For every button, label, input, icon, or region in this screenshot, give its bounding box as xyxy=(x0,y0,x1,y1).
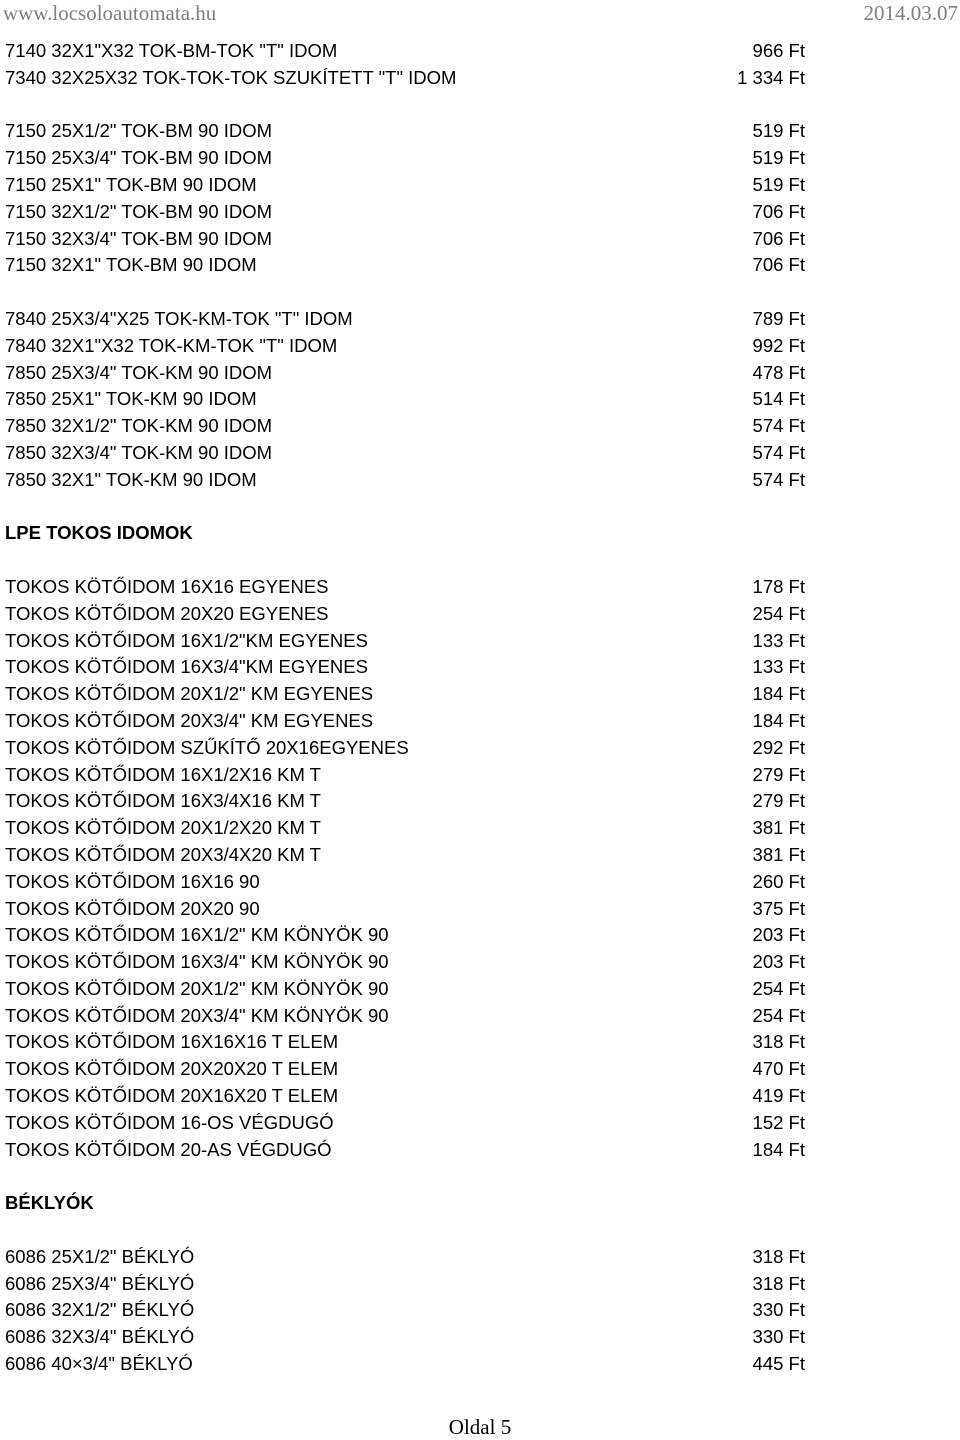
product-price: 203 Ft xyxy=(752,951,805,973)
product-name: 7850 32X3/4" TOK-KM 90 IDOM xyxy=(5,441,273,463)
price-row xyxy=(5,1029,805,1056)
price-row xyxy=(5,628,805,655)
product-price: 152 Ft xyxy=(752,1111,805,1133)
product-price: 330 Ft xyxy=(752,1299,805,1321)
product-name: TOKOS KÖTŐIDOM 16X16 90 xyxy=(5,870,260,892)
product-name: 7340 32X25X32 TOK-TOK-TOK SZUKÍTETT "T" IDOM xyxy=(5,66,457,88)
price-row xyxy=(5,145,805,172)
product-name: 7850 32X1" TOK-KM 90 IDOM xyxy=(5,468,257,490)
section-title: LPE TOKOS IDOMOK xyxy=(5,522,193,544)
price-row xyxy=(5,1324,805,1351)
spacer xyxy=(5,494,805,521)
product-name: TOKOS KÖTŐIDOM 20X3/4X20 KM T xyxy=(5,843,321,865)
price-row xyxy=(5,681,805,708)
page-header xyxy=(0,0,960,28)
product-name: 7150 32X1" TOK-BM 90 IDOM xyxy=(5,254,257,276)
product-price: 419 Ft xyxy=(752,1085,805,1107)
product-price: 254 Ft xyxy=(752,1004,805,1026)
product-price: 184 Ft xyxy=(752,709,805,731)
product-name: TOKOS KÖTŐIDOM 20X3/4" KM EGYENES xyxy=(5,709,374,731)
price-row xyxy=(5,1083,805,1110)
product-name: TOKOS KÖTŐIDOM 20X1/2X20 KM T xyxy=(5,817,321,839)
price-row xyxy=(5,869,805,896)
product-price: 254 Ft xyxy=(752,602,805,624)
product-name: TOKOS KÖTŐIDOM 20X20 90 xyxy=(5,897,260,919)
product-price: 519 Ft xyxy=(752,147,805,169)
price-row xyxy=(5,65,805,92)
product-price: 966 Ft xyxy=(752,40,805,61)
page-footer xyxy=(0,1414,960,1440)
price-row xyxy=(5,788,805,815)
product-name: 7150 25X1" TOK-BM 90 IDOM xyxy=(5,173,257,195)
price-row xyxy=(5,1110,805,1137)
price-row xyxy=(5,1003,805,1030)
price-row xyxy=(5,226,805,253)
product-price: 574 Ft xyxy=(752,441,805,463)
product-name: 6086 32X1/2" BÉKLYÓ xyxy=(5,1299,195,1321)
product-price: 514 Ft xyxy=(752,388,805,410)
price-row xyxy=(5,386,805,413)
product-price: 184 Ft xyxy=(752,683,805,705)
product-price: 318 Ft xyxy=(752,1245,805,1267)
product-price: 381 Ft xyxy=(752,817,805,839)
product-price: 1 334 Ft xyxy=(737,66,805,88)
product-name: TOKOS KÖTŐIDOM 20X20 EGYENES xyxy=(5,602,329,624)
price-row xyxy=(5,922,805,949)
product-price: 992 Ft xyxy=(752,334,805,356)
product-name: 7850 32X1/2" TOK-KM 90 IDOM xyxy=(5,415,273,437)
product-price: 470 Ft xyxy=(752,1058,805,1080)
product-name: TOKOS KÖTŐIDOM 20X3/4" KM KÖNYÖK 90 xyxy=(5,1004,389,1026)
price-row xyxy=(5,1351,805,1378)
product-name: TOKOS KÖTŐIDOM 16-OS VÉGDUGÓ xyxy=(5,1111,334,1133)
product-name: TOKOS KÖTŐIDOM 20X1/2" KM KÖNYÖK 90 xyxy=(5,977,389,999)
price-row xyxy=(5,735,805,762)
product-price: 279 Ft xyxy=(752,790,805,812)
price-row xyxy=(5,762,805,789)
page-number: Oldal 5 xyxy=(448,1415,512,1439)
product-name: TOKOS KÖTŐIDOM 20X1/2" KM EGYENES xyxy=(5,683,374,705)
product-name: TOKOS KÖTŐIDOM 16X1/2X16 KM T xyxy=(5,763,321,785)
price-row xyxy=(5,976,805,1003)
product-name: TOKOS KÖTŐIDOM 16X3/4"KM EGYENES xyxy=(5,656,368,678)
price-row xyxy=(5,949,805,976)
product-price: 706 Ft xyxy=(752,200,805,222)
price-row xyxy=(5,333,805,360)
price-row xyxy=(5,360,805,387)
product-name: TOKOS KÖTŐIDOM 20X16X20 T ELEM xyxy=(5,1085,339,1107)
product-name: TOKOS KÖTŐIDOM 16X3/4" KM KÖNYÖK 90 xyxy=(5,951,389,973)
price-row xyxy=(5,654,805,681)
product-price: 203 Ft xyxy=(752,924,805,946)
product-price: 706 Ft xyxy=(752,227,805,249)
price-row xyxy=(5,467,805,494)
price-row xyxy=(5,440,805,467)
price-row xyxy=(5,199,805,226)
product-name: 7850 25X3/4" TOK-KM 90 IDOM xyxy=(5,361,273,383)
product-price: 789 Ft xyxy=(752,307,805,329)
price-row xyxy=(5,1137,805,1164)
product-name: 7850 25X1" TOK-KM 90 IDOM xyxy=(5,388,257,410)
product-price: 260 Ft xyxy=(752,870,805,892)
product-price: 279 Ft xyxy=(752,763,805,785)
product-price: 519 Ft xyxy=(752,173,805,195)
section-title: BÉKLYÓK xyxy=(5,1192,94,1214)
price-row xyxy=(5,815,805,842)
price-row xyxy=(5,306,805,333)
spacer xyxy=(5,1217,805,1244)
price-row xyxy=(5,413,805,440)
product-price: 133 Ft xyxy=(752,656,805,678)
price-row xyxy=(5,1056,805,1083)
product-price: 519 Ft xyxy=(752,120,805,142)
product-name: 7140 32X1"X32 TOK-BM-TOK "T" IDOM xyxy=(5,40,338,61)
product-name: 6086 25X3/4" BÉKLYÓ xyxy=(5,1272,195,1294)
spacer xyxy=(5,1163,805,1190)
product-name: 7150 32X3/4" TOK-BM 90 IDOM xyxy=(5,227,273,249)
page-date: 2014.03.07 xyxy=(863,1,958,25)
product-name: 7150 25X3/4" TOK-BM 90 IDOM xyxy=(5,147,273,169)
product-price: 178 Ft xyxy=(752,575,805,597)
product-name: 7150 25X1/2" TOK-BM 90 IDOM xyxy=(5,120,273,142)
product-name: TOKOS KÖTŐIDOM 16X1/2"KM EGYENES xyxy=(5,629,368,651)
product-price: 133 Ft xyxy=(752,629,805,651)
product-price: 574 Ft xyxy=(752,468,805,490)
price-row xyxy=(5,1271,805,1298)
product-name: TOKOS KÖTŐIDOM 16X1/2" KM KÖNYÖK 90 xyxy=(5,924,389,946)
product-name: TOKOS KÖTŐIDOM SZŰKÍTŐ 20X16EGYENES xyxy=(5,736,409,758)
product-price: 330 Ft xyxy=(752,1326,805,1348)
product-name: 6086 25X1/2" BÉKLYÓ xyxy=(5,1245,195,1267)
product-price: 292 Ft xyxy=(752,736,805,758)
price-row xyxy=(5,252,805,279)
spacer xyxy=(5,92,805,119)
product-price: 254 Ft xyxy=(752,977,805,999)
product-price: 445 Ft xyxy=(752,1353,805,1375)
price-row xyxy=(5,1297,805,1324)
product-name: 7150 32X1/2" TOK-BM 90 IDOM xyxy=(5,200,273,222)
price-row xyxy=(5,118,805,145)
product-name: 7840 25X3/4"X25 TOK-KM-TOK "T" IDOM xyxy=(5,307,353,329)
product-price: 381 Ft xyxy=(752,843,805,865)
price-row xyxy=(5,708,805,735)
price-row xyxy=(5,896,805,923)
price-row xyxy=(5,842,805,869)
product-price: 318 Ft xyxy=(752,1031,805,1053)
price-row xyxy=(5,172,805,199)
product-name: 6086 32X3/4" BÉKLYÓ xyxy=(5,1326,195,1348)
spacer xyxy=(5,279,805,306)
spacer xyxy=(5,547,805,574)
product-name: TOKOS KÖTŐIDOM 20X20X20 T ELEM xyxy=(5,1058,339,1080)
product-name: TOKOS KÖTŐIDOM 16X16X16 T ELEM xyxy=(5,1031,339,1053)
product-name: TOKOS KÖTŐIDOM 16X16 EGYENES xyxy=(5,575,329,597)
price-row xyxy=(5,601,805,628)
product-name: TOKOS KÖTŐIDOM 16X3/4X16 KM T xyxy=(5,790,321,812)
product-price: 706 Ft xyxy=(752,254,805,276)
product-price: 184 Ft xyxy=(752,1138,805,1160)
price-row xyxy=(5,1244,805,1271)
product-name: 7840 32X1"X32 TOK-KM-TOK "T" IDOM xyxy=(5,334,338,356)
product-name: 6086 40×3/4" BÉKLYÓ xyxy=(5,1353,193,1375)
price-row xyxy=(5,574,805,601)
product-price: 318 Ft xyxy=(752,1272,805,1294)
site-url: www.locsoloautomata.hu xyxy=(3,1,217,25)
product-name: TOKOS KÖTŐIDOM 20-AS VÉGDUGÓ xyxy=(5,1138,332,1160)
product-price: 478 Ft xyxy=(752,361,805,383)
product-price: 375 Ft xyxy=(752,897,805,919)
price-list xyxy=(5,38,805,1378)
product-price: 574 Ft xyxy=(752,415,805,437)
price-row xyxy=(5,38,805,65)
